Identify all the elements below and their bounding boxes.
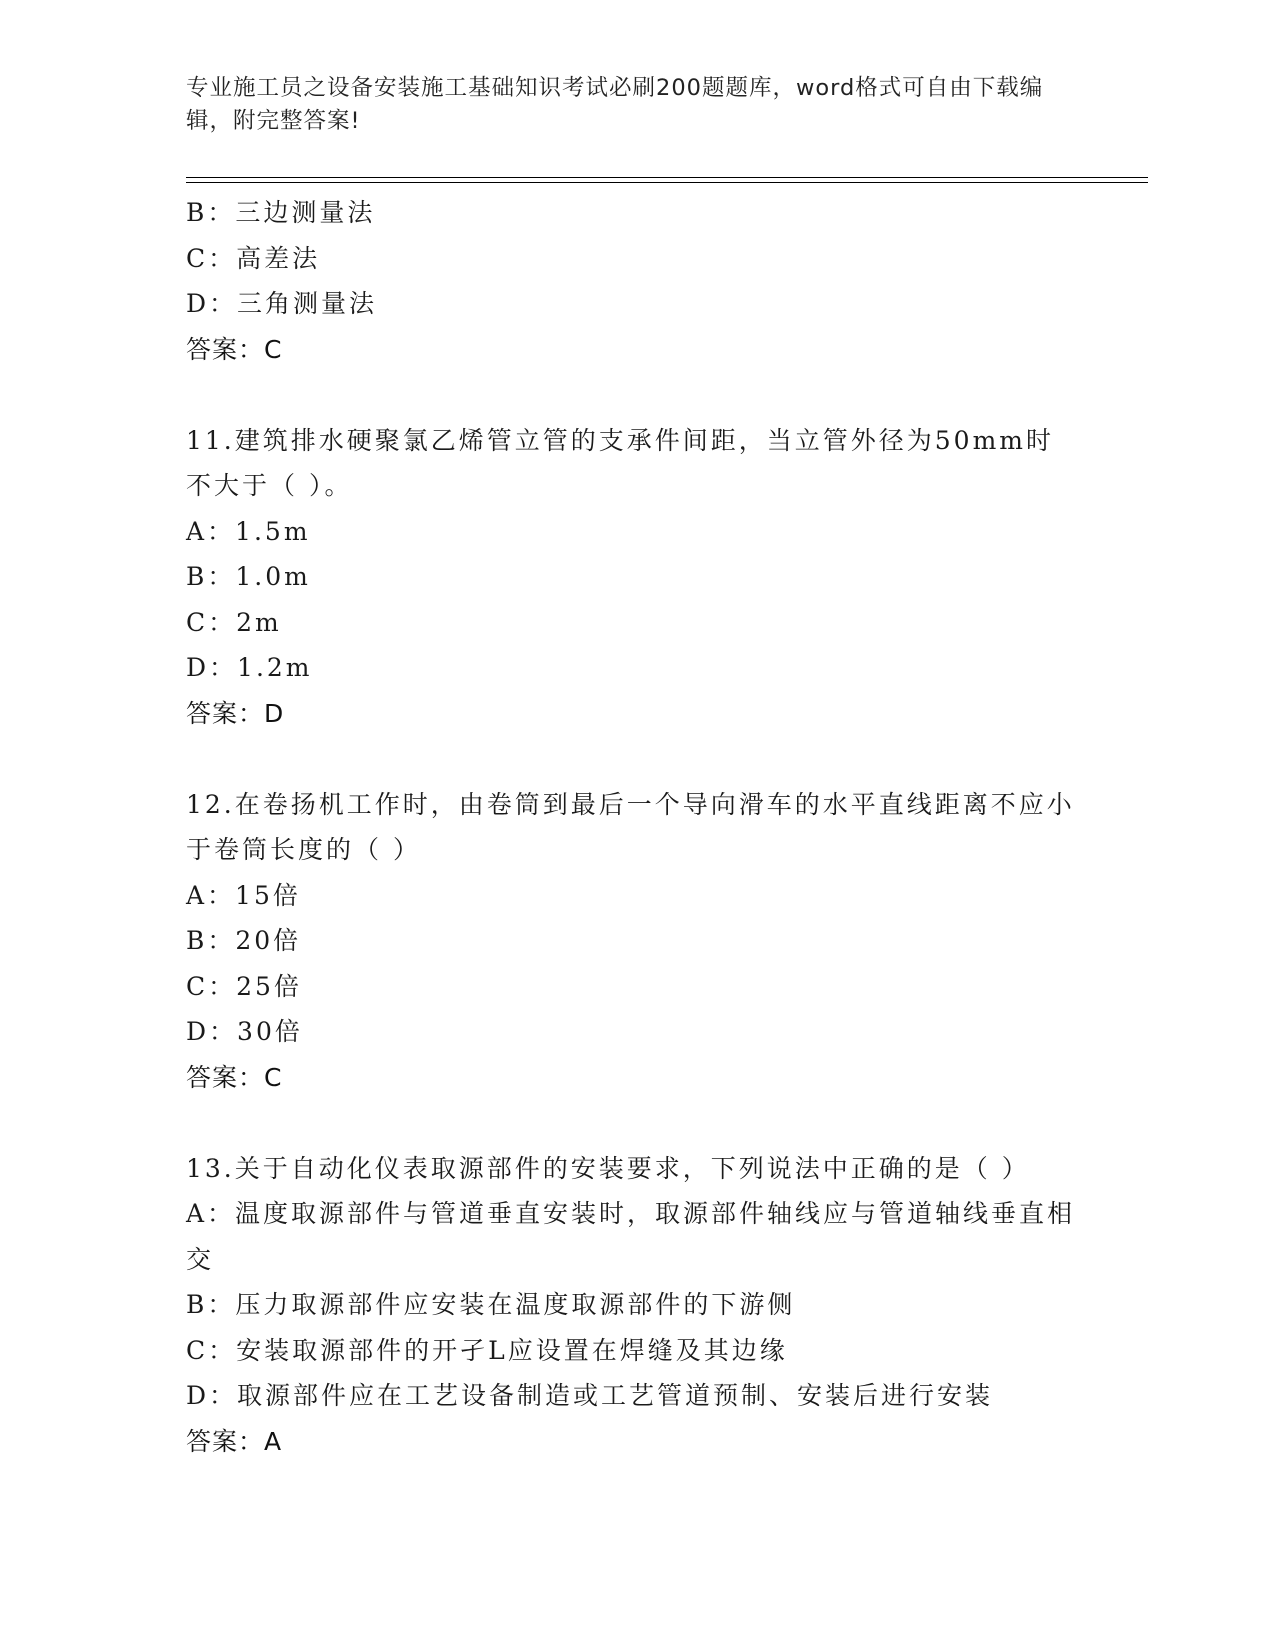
option-b: B：压力取源部件应安装在温度取源部件的下游侧 bbox=[186, 1290, 796, 1319]
option-b: B：1.0m bbox=[186, 562, 311, 591]
option-c: C：2m bbox=[186, 607, 282, 637]
answer-line: 答案：D bbox=[186, 698, 285, 728]
answer-line: 答案：C bbox=[186, 334, 283, 364]
header-rule-bottom bbox=[186, 182, 1148, 183]
option-a: A：温度取源部件与管道垂直安装时，取源部件轴线应与管道轴线垂直相交 bbox=[186, 1199, 1076, 1274]
question-text: 12.在卷扬机工作时，由卷筒到最后一个导向滑车的水平直线距离不应小于卷筒长度的（ ） bbox=[186, 789, 1075, 864]
option-c: C：25倍 bbox=[186, 971, 302, 1001]
option-c: C：安装取源部件的开孑L应设置在焊缝及其边缘 bbox=[186, 1335, 788, 1365]
answer-line: 答案：C bbox=[186, 1062, 283, 1092]
option-d: D：三角测量法 bbox=[186, 289, 378, 318]
question-content bbox=[186, 190, 1086, 1464]
option-a: A：15倍 bbox=[186, 880, 301, 910]
option-d: D：取源部件应在工艺设备制造或工艺管道预制、安装后进行安装 bbox=[186, 1381, 994, 1410]
question-text: 13.关于自动化仪表取源部件的安装要求，下列说法中正确的是（ ） bbox=[186, 1153, 1030, 1183]
spacer bbox=[186, 1100, 1086, 1146]
document-header: 专业施工员之设备安装施工基础知识考试必刷200题题库，word格式可自由下载编辑，附完整答案! bbox=[186, 75, 1044, 134]
option-b: B：三边测量法 bbox=[186, 198, 376, 227]
question-text: 11.建筑排水硬聚氯乙烯管立管的支承件间距，当立管外径为50mm时不大于（ ）。 bbox=[186, 425, 1054, 500]
question-13 bbox=[186, 1146, 1086, 1465]
option-b: B：20倍 bbox=[186, 926, 302, 955]
option-d: D：1.2m bbox=[186, 653, 313, 682]
spacer bbox=[186, 736, 1086, 782]
option-a: A：1.5m bbox=[186, 516, 311, 546]
spacer bbox=[186, 372, 1086, 418]
option-c: C：高差法 bbox=[186, 243, 321, 273]
header-rule-top bbox=[186, 177, 1148, 178]
option-d: D：30倍 bbox=[186, 1017, 303, 1046]
question-12 bbox=[186, 782, 1086, 1101]
answer-line: 答案：A bbox=[186, 1426, 283, 1456]
question-11 bbox=[186, 418, 1086, 737]
prev-question-block bbox=[186, 190, 1086, 372]
